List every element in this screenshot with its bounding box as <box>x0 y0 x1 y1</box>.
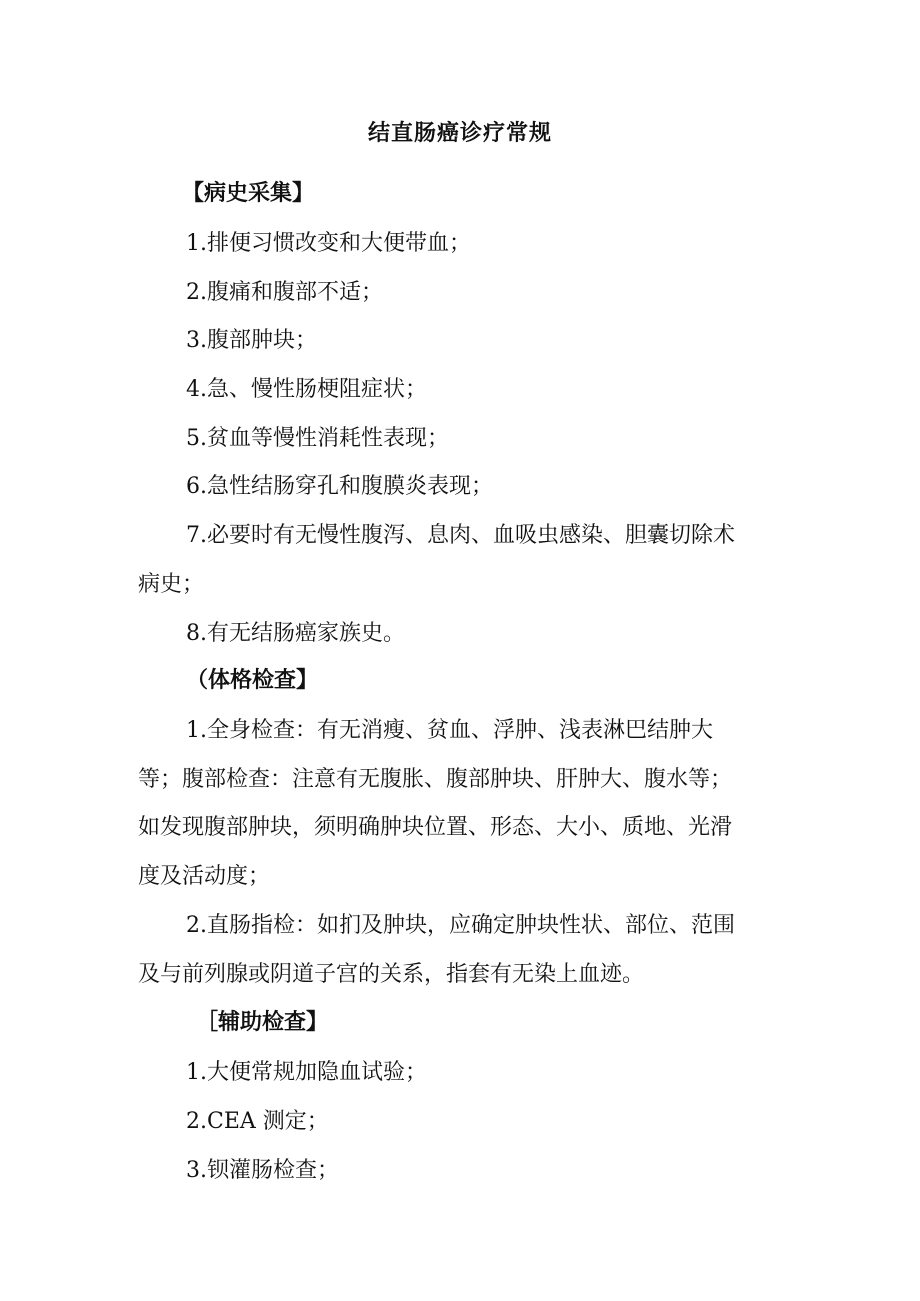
item-text: .排便习惯改变和大便带血； <box>200 231 471 256</box>
page-title: 结直肠癌诊疗常规 <box>367 121 552 146</box>
item-number: 6 <box>186 474 200 499</box>
paragraph-line <box>138 762 732 793</box>
paragraph-line <box>138 859 270 890</box>
list-item <box>186 518 735 549</box>
item-text: .腹痛和腹部不适； <box>200 280 383 305</box>
item-text: .贫血等慢性消耗性表现； <box>200 426 449 451</box>
item-number: 2 <box>186 280 200 305</box>
item-number: 3 <box>186 328 200 353</box>
item-text: .腹部肿块； <box>200 328 317 353</box>
item-number: 2 <box>186 1109 200 1134</box>
paragraph-line <box>138 810 732 841</box>
item-number: 8 <box>186 621 200 646</box>
list-item <box>186 275 383 306</box>
list-item <box>186 226 471 257</box>
item-number: 4 <box>186 377 200 402</box>
item-text: 病史； <box>138 572 205 597</box>
list-item <box>186 372 427 403</box>
list-item <box>186 1104 329 1135</box>
section-heading-physical-exam: （体格检查】 <box>186 668 319 693</box>
item-text: .有无结肠癌家族史。 <box>200 621 405 646</box>
list-item <box>186 421 449 452</box>
list-item <box>186 323 317 354</box>
item-text: .直肠指检：如扪及肿块，应确定肿块性状、部位、范围 <box>200 913 735 938</box>
item-text: 及与前列腺或阴道子宫的关系，指套有无染上血迹。 <box>138 962 645 987</box>
list-item <box>186 616 405 647</box>
item-text: .急性结肠穿孔和腹膜炎表现； <box>200 474 493 499</box>
item-number: 7 <box>186 523 200 548</box>
item-text: .大便常规加隐血试验； <box>200 1060 427 1085</box>
paragraph-line <box>186 713 713 744</box>
section-heading-history: 【病史采集】 <box>182 181 315 206</box>
item-text: 度及活动度； <box>138 864 271 889</box>
section-heading-auxiliary-exam: ［辅助检查】 <box>196 1010 329 1035</box>
item-number: 1 <box>186 1060 200 1085</box>
item-number: 1 <box>186 718 200 743</box>
item-text: .必要时有无慢性腹泻、息肉、血吸虫感染、胆囊切除术 <box>200 523 735 548</box>
list-item <box>186 1153 339 1184</box>
item-text: .急、慢性肠梗阻症状； <box>200 377 427 402</box>
item-text: 等；腹部检查：注意有无腹胀、腹部肿块、肝肿大、腹水等； <box>138 767 733 792</box>
paragraph-line <box>186 908 735 939</box>
item-text: .全身检查：有无消瘦、贫血、浮肿、浅表淋巴结肿大 <box>200 718 713 743</box>
item-text: .钡灌肠检查； <box>200 1158 339 1183</box>
paragraph-line <box>138 957 644 988</box>
list-item-continuation <box>138 567 204 598</box>
item-number: 5 <box>186 426 200 451</box>
item-number: 3 <box>186 1158 200 1183</box>
item-text: .CEA 测定； <box>200 1109 329 1134</box>
list-item <box>186 469 493 500</box>
item-number: 2 <box>186 913 200 938</box>
item-text: 如发现腹部肿块，须明确肿块位置、形态、大小、质地、光滑 <box>138 815 733 840</box>
item-number: 1 <box>186 231 200 256</box>
list-item <box>186 1055 427 1086</box>
